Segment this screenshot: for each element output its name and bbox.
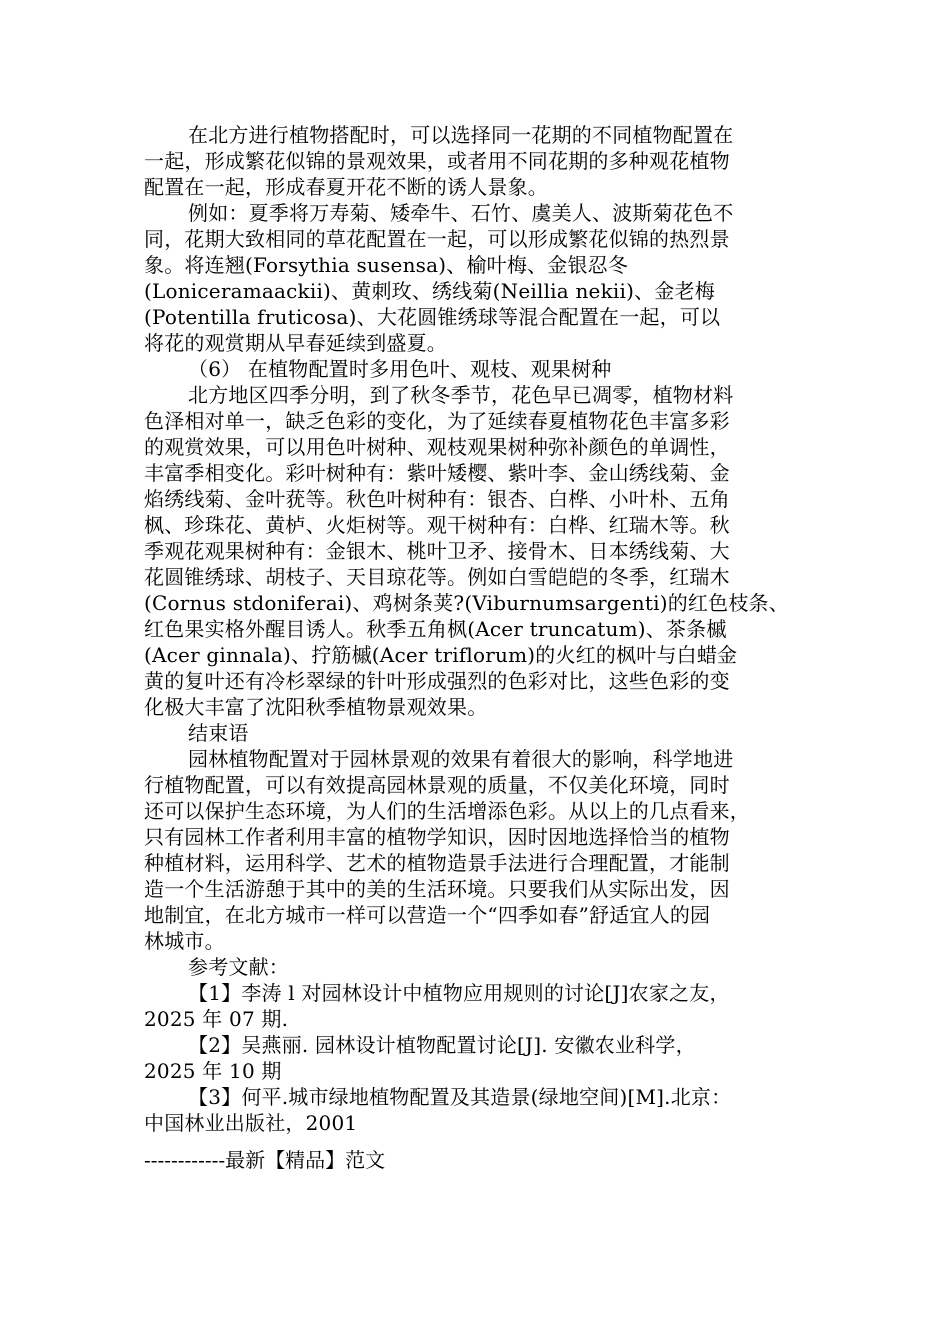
text-line: 2025 年 07 期. (144, 1007, 289, 1031)
text-line: 化极大丰富了沈阳秋季植物景观效果。 (144, 695, 488, 719)
text-line: 种植材料，运用科学、艺术的植物造景手法进行合理配置，才能制 (144, 851, 730, 875)
text-line: 花圆锥绣球、胡枝子、天目琼花等。例如白雪皑皑的冬季，红瑞木 (144, 565, 730, 589)
text-line: 红色果实格外醒目诱人。秋季五角枫(Acer truncatum)、茶条槭 (144, 617, 727, 641)
text-line: 2025 年 10 期 (144, 1059, 282, 1083)
text-line: 配置在一起，形成春夏开花不断的诱人景象。 (144, 175, 548, 199)
text-line: 丰富季相变化。彩叶树种有：紫叶矮樱、紫叶李、金山绣线菊、金 (144, 461, 730, 485)
text-line: (Potentilla fruticosa)、大花圆锥绣球等混合配置在一起，可以 (144, 305, 721, 329)
text-line: (Cornus stdoniferai)、鸡树条荚?(Viburnumsargenti)的红色枝条、 (144, 591, 789, 615)
text-line: 黄的复叶还有冷杉翠绿的针叶形成强烈的色彩对比，这些色彩的变 (144, 669, 730, 693)
text-line: 结束语 (188, 721, 249, 745)
text-line: 造一个生活游憩于其中的美的生活环境。只要我们从实际出发，因 (144, 877, 730, 901)
text-line: 例如：夏季将万寿菊、矮牵牛、石竹、虞美人、波斯菊花色不 (188, 201, 734, 225)
text-line: 园林植物配置对于园林景观的效果有着很大的影响，科学地进 (188, 747, 734, 771)
text-line: 林城市。 (144, 929, 225, 953)
text-line: 的观赏效果，可以用色叶树种、观枝观果树种弥补颜色的单调性， (144, 435, 730, 459)
document-body (144, 122, 809, 1136)
text-line: 色泽相对单一，缺乏色彩的变化，为了延续春夏植物花色丰富多彩 (144, 409, 730, 433)
text-line: (Loniceramaackii)、黄刺玫、绣线菊(Neillia nekii)、金老梅 (144, 279, 715, 303)
text-line: 中国林业出版社，2001 (144, 1111, 358, 1135)
text-line: 【2】吴燕丽. 园林设计植物配置讨论[J]. 安徽农业科学， (188, 1033, 696, 1057)
text-line: 同，花期大致相同的草花配置在一起，可以形成繁花似锦的热烈景 (144, 227, 730, 251)
text-line: 将花的观赏期从早春延续到盛夏。 (144, 331, 447, 355)
text-line: (Acer ginnala)、拧筋槭(Acer triflorum)的火红的枫叶与白蜡金 (144, 643, 738, 667)
page-footer: ------------最新【精品】范文 (144, 1148, 386, 1172)
text-line: 一起，形成繁花似锦的景观效果，或者用不同花期的多种观花植物 (144, 149, 730, 173)
text-line: 参考文献： (188, 955, 289, 979)
text-line: 还可以保护生态环境，为人们的生活增添色彩。从以上的几点看来， (144, 799, 750, 823)
text-line: 枫、珍珠花、黄栌、火炬树等。观干树种有：白桦、红瑞木等。秋 (144, 513, 730, 537)
text-line: 【1】李涛 l 对园林设计中植物应用规则的讨论[J]农家之友， (188, 981, 730, 1005)
text-line: 焰绣线菊、金叶莸等。秋色叶树种有：银杏、白桦、小叶朴、五角 (144, 487, 730, 511)
text-line: 北方地区四季分明，到了秋冬季节，花色早已凋零，植物材料 (188, 383, 734, 407)
text-line: 【3】何平.城市绿地植物配置及其造景(绿地空间)[M].北京： (188, 1085, 732, 1109)
text-line: （6） 在植物配置时多用色叶、观枝、观果树种 (188, 357, 612, 381)
text-line: 地制宜，在北方城市一样可以营造一个“四季如春”舒适宜人的园 (144, 903, 711, 927)
text-line: 象。将连翘(Forsythia susensa)、榆叶梅、金银忍冬 (144, 253, 629, 277)
text-line: 只有园林工作者利用丰富的植物学知识，因时因地选择恰当的植物 (144, 825, 730, 849)
text-line: 在北方进行植物搭配时，可以选择同一花期的不同植物配置在 (188, 123, 734, 147)
text-line: 季观花观果树种有：金银木、桃叶卫矛、接骨木、日本绣线菊、大 (144, 539, 730, 563)
text-line: 行植物配置，可以有效提高园林景观的质量，不仅美化环境，同时 (144, 773, 730, 797)
